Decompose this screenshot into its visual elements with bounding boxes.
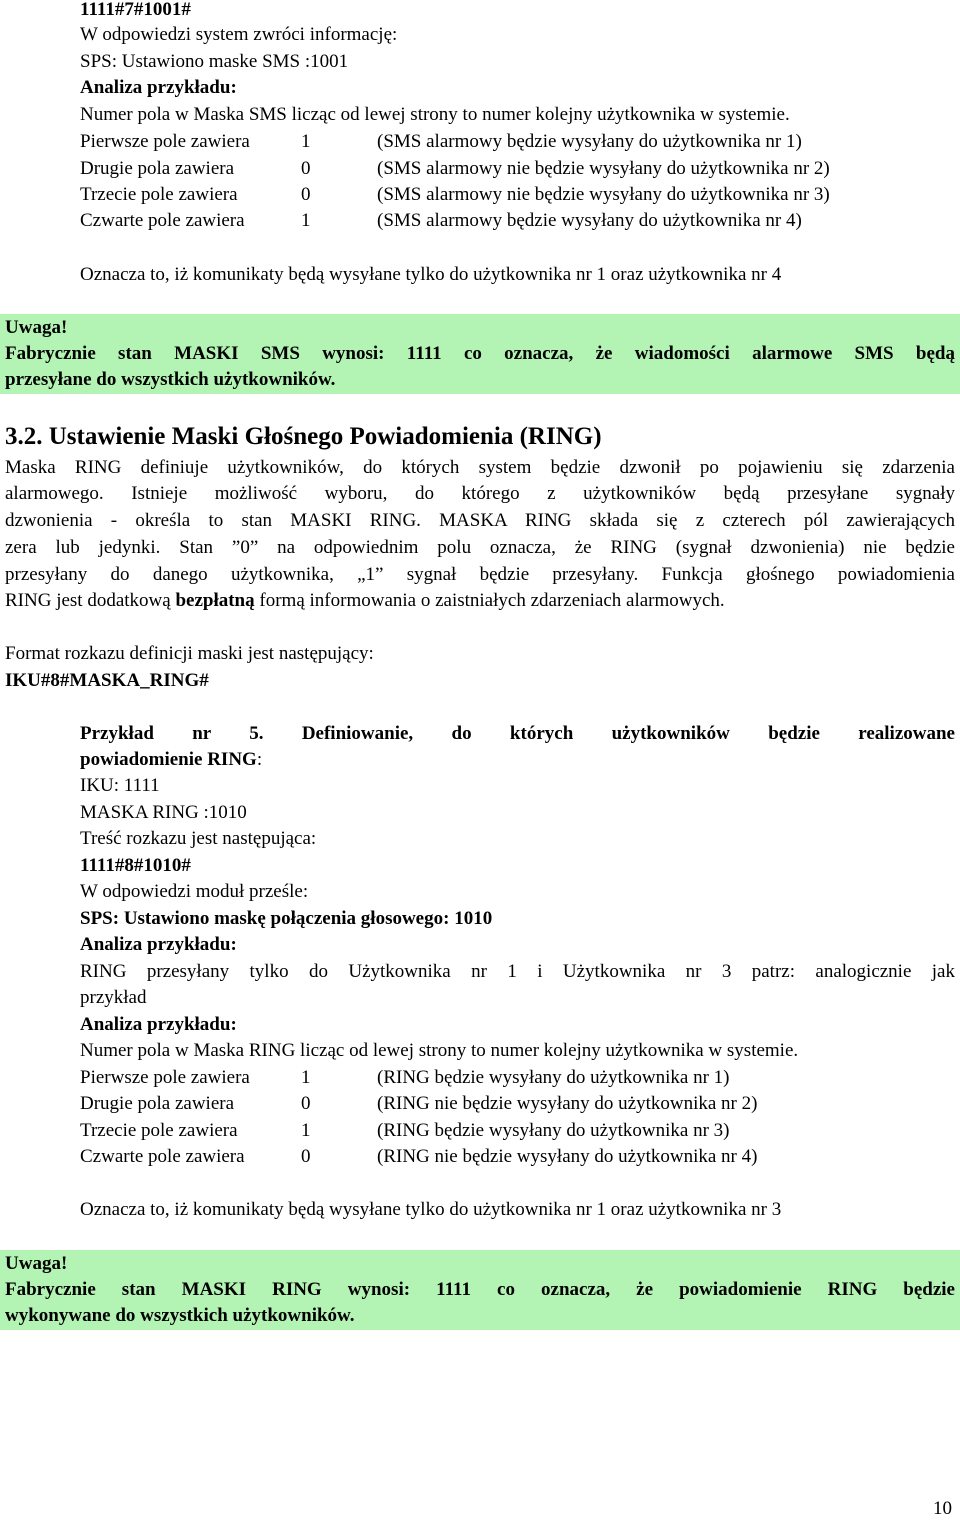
row-description: (SMS alarmowy będzie wysyłany do użytkownika nr 4) [377,210,802,231]
row-label: Trzecie pole zawiera [80,1120,238,1141]
row-value: 0 [301,1093,311,1114]
row-value: 1 [301,1067,311,1088]
row-description: (SMS alarmowy nie będzie wysyłany do użytkownika nr 2) [377,158,830,179]
section-paragraph-last-line [5,588,725,615]
section-heading: 3.2. Ustawienie Maski Głośnego Powiadomienia (RING) [5,423,602,450]
sms-meaning: Oznacza to, iż komunikaty będą wysyłane tylko do użytkownika nr 1 oraz użytkownika nr 4 [80,264,782,285]
row-label: Trzecie pole zawiera [80,184,238,205]
text-run: formą informowania o zaistniałych zdarzeniach alarmowych. [254,590,725,611]
sms-analysis-title: Analiza przykładu: [80,77,237,98]
section-paragraph-line: Maska RING definiuje użytkowników, do których system będzie dzwonił po pojawieniu się zdarzenia [5,457,955,478]
text-run: : [256,749,263,770]
row-label: Drugie pola zawiera [80,1093,235,1114]
example-response-intro: W odpowiedzi moduł prześle: [80,881,309,902]
format-command: IKU#8#MASKA_RING# [5,670,209,691]
example-ring-text-line1: RING przesyłany tylko do Użytkownika nr 1 i Użytkownika nr 3 patrz: analogicznie jak [80,961,955,982]
example-analysis-title: Analiza przykładu: [80,934,237,955]
sms-note-line1: Fabrycznie stan MASKI SMS wynosi: 1111 co oznacza, że wiadomości alarmowe SMS będą [5,343,955,364]
row-label: Drugie pola zawiera [80,158,235,179]
row-label: Czwarte pole zawiera [80,1146,245,1167]
row-description: (RING nie będzie wysyłany do użytkownika nr 4) [377,1146,758,1167]
example-command: 1111#8#1010# [80,855,191,876]
bold-text-run: bezpłatną [175,590,255,611]
page-number: 10 [933,1498,952,1519]
example-analysis-text: Numer pola w Maska RING licząc od lewej strony to numer kolejny użytkownika w systemie. [80,1040,799,1061]
row-value: 1 [301,210,311,231]
row-description: (SMS alarmowy nie będzie wysyłany do użytkownika nr 3) [377,184,830,205]
section-paragraph-line: przesyłany do danego użytkownika, „1” sygnał będzie przesyłany. Funkcja głośnego powiadomienia [5,564,955,585]
text-run: RING jest dodatkową [5,590,176,611]
row-label: Czwarte pole zawiera [80,210,245,231]
ring-note-line1: Fabrycznie stan MASKI RING wynosi: 1111 co oznacza, że powiadomienie RING będzie [5,1279,955,1300]
bold-text-run: powiadomienie RING [80,749,257,770]
sms-note-line2: przesyłane do wszystkich użytkowników. [5,369,336,390]
sms-response: SPS: Ustawiono maske SMS :1001 [80,51,349,72]
section-paragraph-line: zera lub jedynki. Stan ”0” na odpowiednim polu oznacza, że RING (sygnał dzwonienia) nie będzie [5,537,955,558]
example-analysis-title-2: Analiza przykładu: [80,1014,237,1035]
example-title-line2 [80,747,262,774]
row-description: (RING będzie wysyłany do użytkownika nr 1) [377,1067,730,1088]
sms-response-intro: W odpowiedzi system zwróci informację: [80,24,398,45]
sms-command: 1111#7#1001# [80,0,191,20]
row-description: (RING nie będzie wysyłany do użytkownika nr 2) [377,1093,758,1114]
section-paragraph-line: dzwonienia - określa to stan MASKI RING. MASKA RING składa się z czterech pól zawierających [5,510,955,531]
section-paragraph-line: alarmowego. Istnieje możliwość wyboru, do którego z użytkowników będą przesyłane sygnały [5,483,955,504]
example-mask: MASKA RING :1010 [80,802,247,823]
row-description: (RING będzie wysyłany do użytkownika nr 3) [377,1120,730,1141]
row-value: 0 [301,1146,311,1167]
row-value: 1 [301,131,311,152]
sms-note-title: Uwaga! [5,317,68,338]
sms-analysis-text: Numer pola w Maska SMS licząc od lewej strony to numer kolejny użytkownika w systemie. [80,104,790,125]
example-ring-text-line2: przykład [80,987,147,1008]
row-value: 0 [301,158,311,179]
row-value: 0 [301,184,311,205]
row-label: Pierwsze pole zawiera [80,131,250,152]
row-label: Pierwsze pole zawiera [80,1067,250,1088]
example-response: SPS: Ustawiono maskę połączenia głosowego: 1010 [80,908,493,929]
row-description: (SMS alarmowy będzie wysyłany do użytkownika nr 1) [377,131,802,152]
example-command-intro: Treść rozkazu jest następująca: [80,828,317,849]
format-intro: Format rozkazu definicji maski jest następujący: [5,643,374,664]
ring-note-line2: wykonywane do wszystkich użytkowników. [5,1305,355,1326]
example-title-line1: Przykład nr 5. Definiowanie, do których użytkowników będzie realizowane [80,723,955,744]
ring-note-title: Uwaga! [5,1253,68,1274]
ring-meaning: Oznacza to, iż komunikaty będą wysyłane tylko do użytkownika nr 1 oraz użytkownika nr 3 [80,1199,782,1220]
row-value: 1 [301,1120,311,1141]
example-iku: IKU: 1111 [80,775,160,796]
